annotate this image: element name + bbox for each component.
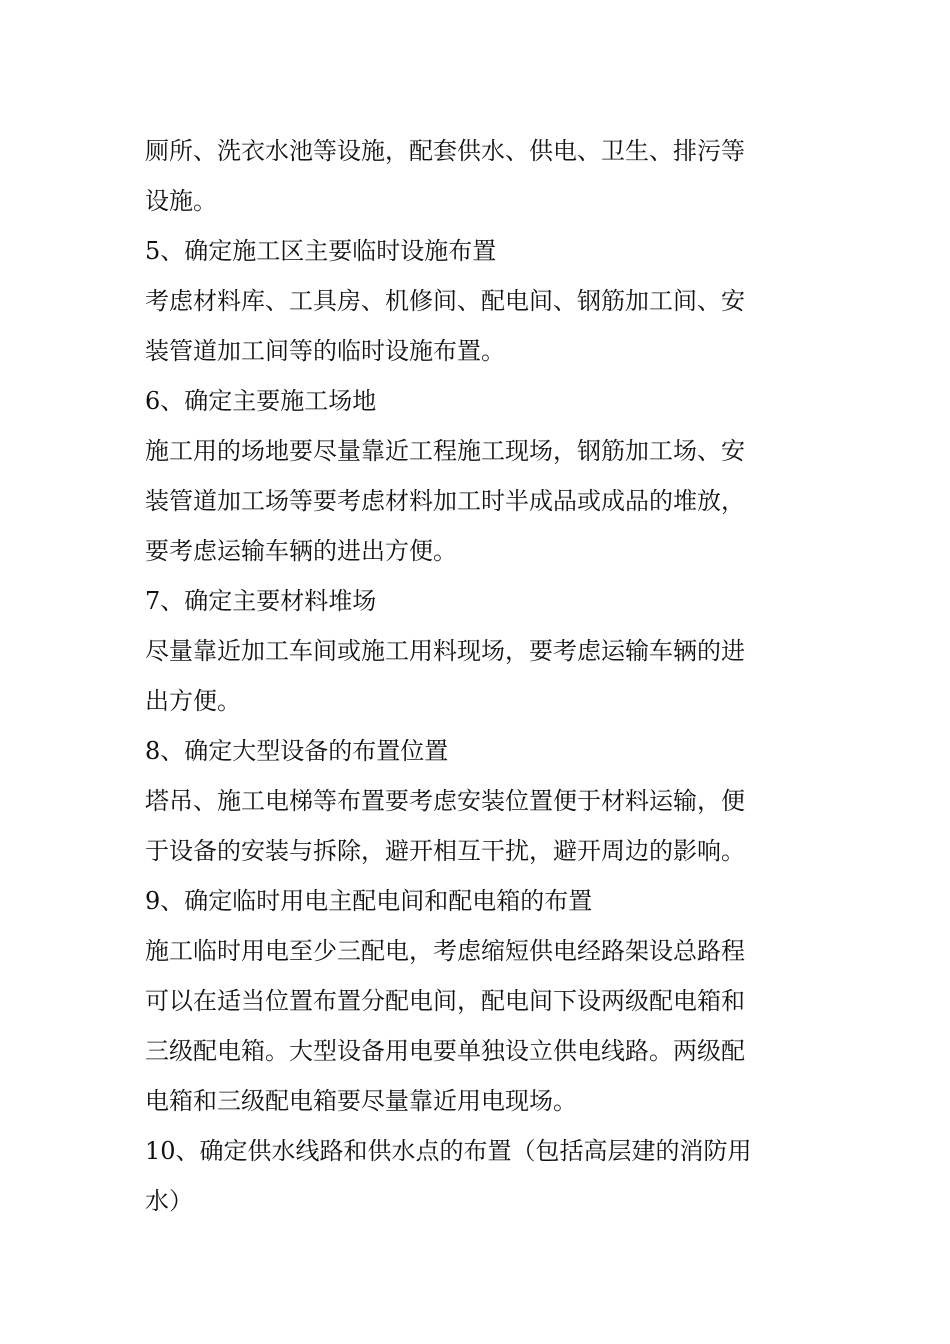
- paragraph-line: 厕所、洗衣水池等设施，配套供水、供电、卫生、排污等: [145, 137, 745, 165]
- paragraph-line: 装管道加工间等的临时设施布置。: [145, 337, 505, 365]
- paragraph-line: 可以在适当位置布置分配电间，配电间下设两级配电箱和: [145, 987, 745, 1015]
- paragraph-line: 电箱和三级配电箱要尽量靠近用电现场。: [145, 1087, 577, 1115]
- section-heading: 5、确定施工区主要临时设施布置: [145, 237, 497, 265]
- paragraph-line: 设施。: [145, 187, 217, 215]
- paragraph-line: 出方便。: [145, 687, 241, 715]
- section-heading: 8、确定大型设备的布置位置: [145, 737, 449, 765]
- paragraph-line: 考虑材料库、工具房、机修间、配电间、钢筋加工间、安: [145, 287, 745, 315]
- paragraph-line: 装管道加工场等要考虑材料加工时半成品或成品的堆放，: [145, 487, 745, 515]
- section-heading: 6、确定主要施工场地: [145, 387, 377, 415]
- paragraph-line: 施工用的场地要尽量靠近工程施工现场，钢筋加工场、安: [145, 437, 745, 465]
- section-heading: 10、确定供水线路和供水点的布置（包括高层建的消防用: [145, 1137, 752, 1165]
- paragraph-line: 水）: [145, 1187, 193, 1215]
- section-heading: 9、确定临时用电主配电间和配电箱的布置: [145, 887, 593, 915]
- document-body: [145, 126, 810, 1226]
- paragraph-line: 施工临时用电至少三配电，考虑缩短供电经路架设总路程: [145, 937, 745, 965]
- section-heading: 7、确定主要材料堆场: [145, 587, 377, 615]
- paragraph-line: 尽量靠近加工车间或施工用料现场，要考虑运输车辆的进: [145, 637, 745, 665]
- paragraph-line: 于设备的安装与拆除，避开相互干扰，避开周边的影响。: [145, 837, 745, 865]
- paragraph-line: 要考虑运输车辆的进出方便。: [145, 537, 457, 565]
- paragraph-line: 三级配电箱。大型设备用电要单独设立供电线路。两级配: [145, 1037, 745, 1065]
- paragraph-line: 塔吊、施工电梯等布置要考虑安装位置便于材料运输，便: [145, 787, 745, 815]
